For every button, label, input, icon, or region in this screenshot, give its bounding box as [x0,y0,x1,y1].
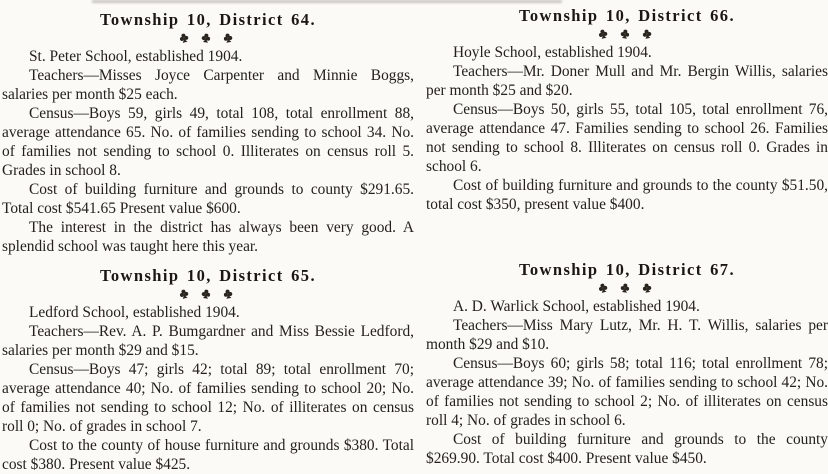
paragraph: Hoyle School, established 1904. [453,44,652,61]
paragraph: The interest in the district has always been very good. A splendid school was taught here this year. [2,219,414,255]
section-title-district-67: Township 10, District 67. [519,260,735,279]
left-column [2,2,414,474]
scan-artifact [92,0,562,3]
paragraph: Census—Boys 50, girls 55, total 105, total enrollment 76, average attendance 47. Families sending to school 26. Families not sending to school 8. Illiterates on census roll 0. Grades in school 6. [426,101,828,175]
section-title-district-66: Township 10, District 66. [519,6,735,25]
paragraph: A. D. Warlick School, established 1904. [453,298,700,315]
paragraph: Teachers—Mr. Doner Mull and Mr. Bergin Willis, salaries per month $25 and $20. [426,63,828,99]
paragraph: Census—Boys 60; girls 58; total 116; total enrollment 78; average attendance 39; No. of families sending to school 42; No. of families not sending to school 2; No. of illiterates on census roll 4; No. of grades in school 6. [426,355,828,429]
paragraph: Teachers—Miss Mary Lutz, Mr. H. T. Willis, salaries per month $29 and $10. [426,317,828,353]
section-title-district-65: Township 10, District 65. [100,266,316,285]
paragraph: Teachers—Rev. A. P. Bumgardner and Miss Bessie Ledford, salaries per month $29 and $15. [2,323,414,359]
paragraph: Ledford School, established 1904. [29,304,240,321]
district-65-section [2,266,414,474]
paragraph: Census—Boys 47; girls 42; total 89; total enrollment 70; average attendance 40; No. of families sending to school 20; No. of families not sending to school 12; No. of illiterates on census roll 0; No. of grades in school 7. [2,361,414,435]
section-title-district-64: Township 10, District 64. [100,10,316,29]
right-column [426,2,828,474]
district-64-section [2,10,414,256]
fleuron-ornament-icon [426,282,828,294]
paragraph: Cost of building furniture and grounds to the county $269.90. Total cost $400. Present value $450. [426,431,828,467]
paragraph: St. Peter School, established 1904. [29,48,243,65]
paragraph: Cost of building furniture and grounds to the county $51.50, total cost $350, present value $400. [426,177,828,213]
paragraph: Teachers—Misses Joyce Carpenter and Minnie Boggs, salaries per month $25 each. [2,67,414,103]
fleuron-ornament-icon [2,32,414,44]
fleuron-ornament-icon [2,288,414,300]
district-66-section [426,6,828,214]
paragraph: Cost to the county of house furniture and grounds $380. Total cost $380. Present value $425. [2,437,414,473]
paragraph: Census—Boys 59, girls 49, total 108, total enrollment 88, average attendance 65. No. of families sending to school 34. No. of families not sending to school 0. Illiterates on census roll 5. Grades in school 8. [2,105,414,179]
fleuron-ornament-icon [426,28,828,40]
district-67-section [426,260,828,468]
paragraph: Cost of building furniture and grounds to county $291.65. Total cost $541.65 Present value $600. [2,181,414,217]
